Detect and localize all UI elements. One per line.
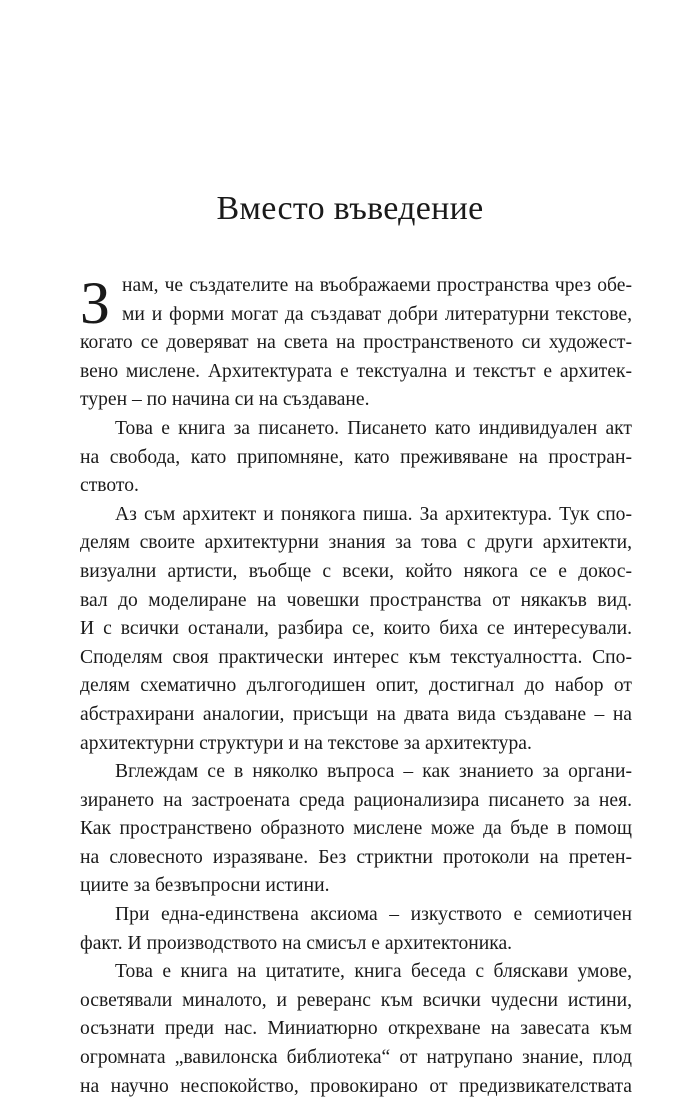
text-line: Това е книга на цитатите, книга беседа с бляскави умове, bbox=[115, 961, 632, 983]
text-line: Как пространствено образното мислене може да бъде в помощ bbox=[80, 818, 632, 840]
text-line: зирането на застроената среда рационализира писането за нея. bbox=[80, 789, 632, 811]
paragraph bbox=[80, 272, 632, 415]
text-line: вал до моделиране на човешки пространства от някакъв вид. bbox=[80, 589, 632, 611]
body-text bbox=[80, 272, 632, 1101]
drop-cap: З bbox=[80, 270, 111, 336]
text-line: осъзнати преди нас. Миниатюрно открехване на завесата към bbox=[80, 1018, 632, 1040]
text-line: архитектурни структури и на текстове за архитектура. bbox=[80, 732, 532, 754]
text-line: визуални артисти, въобще с всеки, който някога се е докос- bbox=[80, 560, 632, 582]
text-line: огромната „вавилонска библиотека“ от натрупано знание, плод bbox=[80, 1047, 632, 1069]
text-line: делям схематично дългогодишен опит, достигнал до набор от bbox=[80, 675, 632, 697]
text-line: вено мислене. Архитектурата е текстуална и текстът е архитек- bbox=[80, 360, 632, 382]
text-line: турен – по начина си на създаване. bbox=[80, 389, 370, 411]
chapter-title: Вместо въведение bbox=[216, 190, 484, 227]
text-line: При една-единствена аксиома – изкуството е семиотичен bbox=[115, 904, 632, 926]
text-line: абстрахирани аналогии, присъщи на двата вида създаване – на bbox=[80, 703, 632, 725]
text-line: на научно неспокойство, провокирано от предизвикателствата bbox=[80, 1075, 632, 1097]
text-line: на свобода, като припомняне, като преживяване на простран- bbox=[80, 446, 632, 468]
text-line: факт. И производството на смисъл е архитектоника. bbox=[80, 932, 513, 954]
text-line bbox=[80, 301, 632, 330]
text-line: Аз съм архитект и понякога пиша. За архитектура. Тук спо- bbox=[115, 503, 632, 525]
text-line: Това е книга за писането. Писането като индивидуален акт bbox=[115, 417, 632, 439]
text-line: когато се доверяват на света на пространственото си художест- bbox=[80, 332, 632, 354]
paragraph bbox=[80, 901, 632, 958]
text-line: делям своите архитектурни знания за това с други архитекти, bbox=[80, 532, 632, 554]
text-line: И с всички останали, разбира се, които биха се интересували. bbox=[80, 618, 632, 640]
paragraph bbox=[80, 958, 632, 1101]
paragraph bbox=[80, 758, 632, 901]
text-line: ството. bbox=[80, 475, 139, 497]
text-line: Вглеждам се в няколко въпроса – как знанието за органи- bbox=[115, 761, 632, 783]
text-line: осветявали миналото, и реверанс към всички чудесни истини, bbox=[80, 989, 632, 1011]
paragraph bbox=[80, 501, 632, 758]
paragraph bbox=[80, 415, 632, 501]
text-line: Споделям своя практически интерес към текстуалността. Спо- bbox=[80, 646, 632, 668]
text-line-content: нам, че създателите на въображаеми пространства чрез обе- bbox=[122, 275, 632, 296]
text-line: на словесното изразяване. Без стриктни протоколи на претен- bbox=[80, 846, 632, 868]
text-line: циите за безвъпросни истини. bbox=[80, 875, 330, 897]
text-line-content: ми и форми могат да създават добри литературни текстове, bbox=[122, 303, 632, 325]
